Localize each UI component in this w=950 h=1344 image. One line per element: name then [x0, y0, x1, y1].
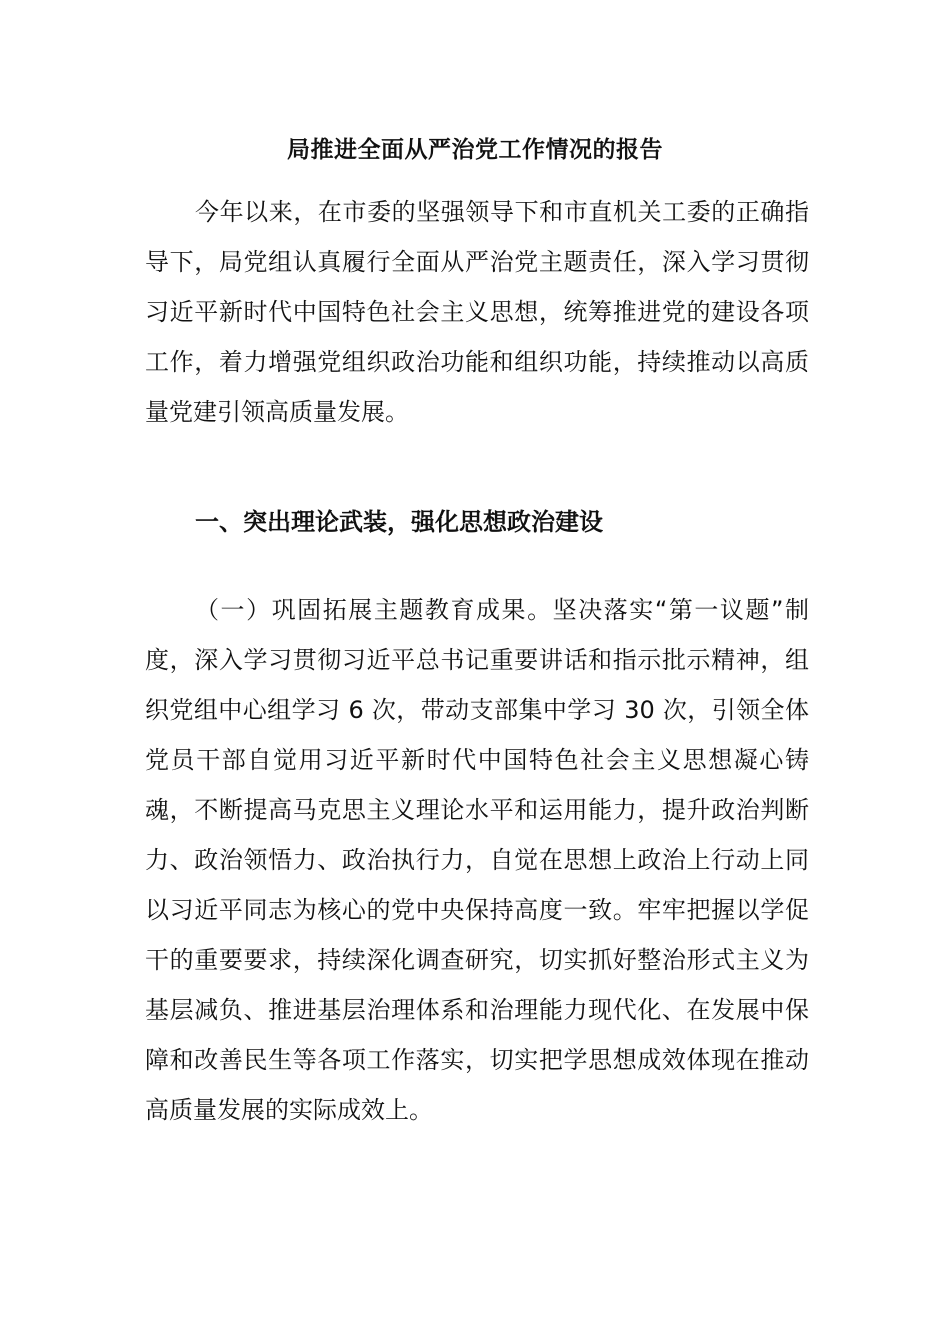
section-heading: 一、突出理论武装，强化思想政治建设	[195, 508, 603, 536]
document-title: 局推进全面从严治党工作情况的报告	[287, 137, 663, 163]
intro-paragraph: 今年以来，在市委的坚强领导下和市直机关工委的正确指导下，局党组认真履行全面从严治党主题责任，深入学习贯彻习近平新时代中国特色社会主义思想，统筹推进党的建设各项工作，着力增强党组织政治功能和组织功能，持续推动以高质量党建引领高质量发展。	[145, 198, 809, 426]
section-paragraph: （一）巩固拓展主题教育成果。坚决落实“第一议题”制度，深入学习贯彻习近平总书记重要讲话和指示批示精神，组织党组中心组学习 6 次，带动支部集中学习 30 次，引领全体党员干部自觉用习近平新时代中国特色社会主义思想凝心铸魂，不断提高马克思主义理论水平和运用能力，提升政治判断力、政治领悟力、政治执行力，自觉在思想上政治上行动上同以习近平同志为核心的党中央保持高度一致。牢牢把握以学促干的重要要求，持续深化调查研究，切实抓好整治形式主义为基层减负、推进基层治理体系和治理能力现代化、在发展中保障和改善民生等各项工作落实，切实把学思想成效体现在推动高质量发展的实际成效上。	[145, 596, 809, 1124]
